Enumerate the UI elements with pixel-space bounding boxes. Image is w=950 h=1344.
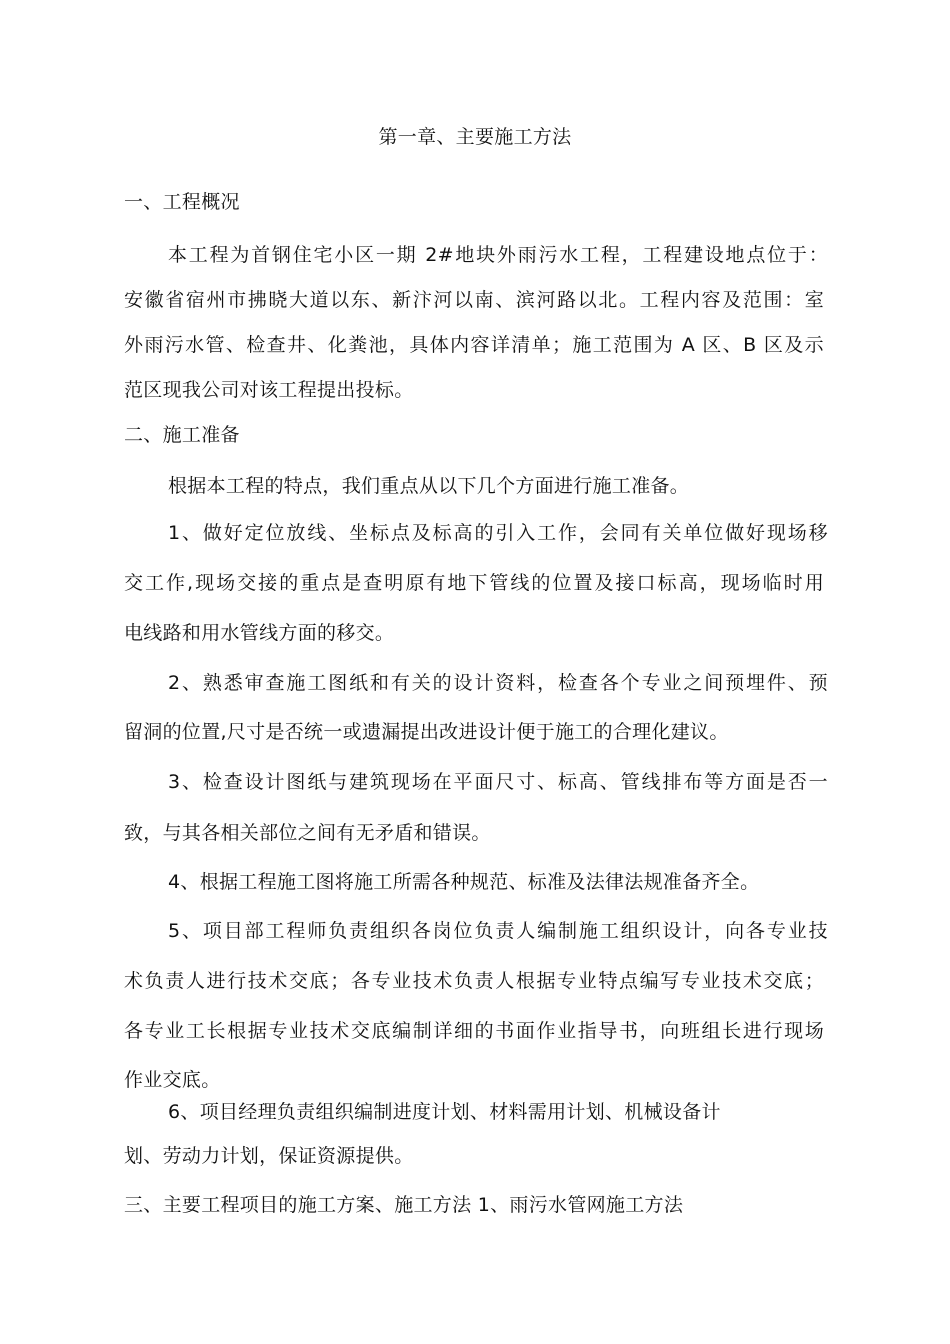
paragraph-line: 3、检查设计图纸与建筑现场在平面尺寸、标高、管线排布等方面是否一 [168,771,828,793]
paragraph-line: 电线路和用水管线方面的移交。 [124,622,395,644]
paragraph-line: 安徽省宿州市拂晓大道以东、新汴河以南、滨河路以北。工程内容及范围：室 [124,289,824,311]
paragraph-line: 根据本工程的特点，我们重点从以下几个方面进行施工准备。 [168,475,690,497]
paragraph-line: 5、项目部工程师负责组织各岗位负责人编制施工组织设计，向各专业技 [168,920,828,942]
paragraph-line: 1、做好定位放线、坐标点及标高的引入工作，会同有关单位做好现场移 [168,522,828,544]
paragraph-line: 2、熟悉审查施工图纸和有关的设计资料，检查各个专业之间预埋件、预 [168,672,828,694]
paragraph-line: 4、根据工程施工图将施工所需各种规范、标准及法律法规准备齐全。 [168,871,760,893]
paragraph-line: 各专业工长根据专业技术交底编制详细的书面作业指导书，向班组长进行现场 [124,1020,824,1042]
section-heading-overview: 一、工程概况 [124,191,240,213]
paragraph-line: 术负责人进行技术交底；各专业技术负责人根据专业特点编写专业技术交底； [124,970,824,992]
paragraph-line: 留洞的位置,尺寸是否统一或遗漏提出改进设计便于施工的合理化建议。 [124,721,729,743]
paragraph-line: 作业交底。 [124,1069,221,1091]
section-heading-main-methods: 三、主要工程项目的施工方案、施工方法 1、雨污水管网施工方法 [124,1194,684,1216]
paragraph-line: 划、劳动力计划，保证资源提供。 [124,1145,414,1167]
chapter-title: 第一章、主要施工方法 [378,126,572,148]
paragraph-line: 交工作,现场交接的重点是查明原有地下管线的位置及接口标高，现场临时用 [124,572,824,594]
paragraph-line: 6、项目经理负责组织编制进度计划、材料需用计划、机械设备计 [168,1101,721,1123]
paragraph-line: 本工程为首钢住宅小区一期 2#地块外雨污水工程，工程建设地点位于： [168,244,828,266]
paragraph-line: 外雨污水管、检查井、化粪池，具体内容详清单；施工范围为 A 区、B 区及示 [124,334,824,356]
paragraph-line: 致，与其各相关部位之间有无矛盾和错误。 [124,822,491,844]
section-heading-preparation: 二、施工准备 [124,424,240,446]
paragraph-line: 范区现我公司对该工程提出投标。 [124,379,414,401]
